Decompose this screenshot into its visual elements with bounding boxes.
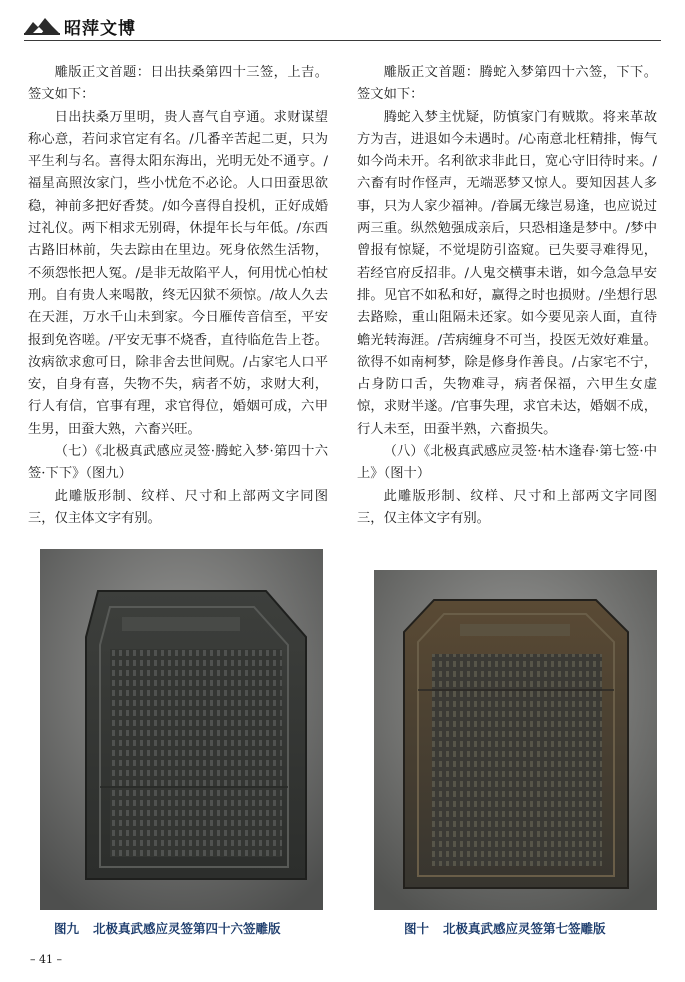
page-header	[24, 10, 661, 41]
paragraph: 雕版正文首题：腾蛇入梦第四十六签，下下。签文如下：	[357, 65, 657, 103]
figure-label: 图九	[54, 921, 80, 936]
figure-9-caption	[54, 919, 281, 937]
paragraph: 此雕版形制、纹样、尺寸和上部两文字同图三，仅主体文字有别。	[357, 488, 657, 526]
paragraph: （七）《北极真武感应灵签·腾蛇入梦·第四十六签·下下》（图九）	[28, 444, 328, 482]
page-number: – 41 –	[30, 953, 62, 966]
mountain-logo-icon	[24, 14, 60, 36]
figure-title: 北极真武感应灵签第七签雕版	[443, 921, 606, 936]
right-column	[357, 62, 657, 530]
figure-10-woodblock-photo	[374, 570, 657, 910]
figure-9-woodblock-photo	[40, 549, 323, 910]
left-column	[28, 62, 328, 530]
figure-label: 图十	[404, 921, 430, 936]
figure-title: 北极真武感应灵签第四十六签雕版	[93, 921, 281, 936]
brand-title: 昭萍文博	[64, 19, 136, 39]
paragraph: 雕版正文首题：日出扶桑第四十三签，上吉。签文如下：	[28, 65, 328, 103]
figure-10-caption	[404, 919, 606, 937]
paragraph: （八）《北极真武感应灵签·枯木逢春·第七签·中上》（图十）	[357, 444, 657, 482]
paragraph: 腾蛇入梦主忧疑，防慎家门有贼欺。将来革故方为吉，进退如今未遇时。/心南意北枉精排，悔气如今尚未开。名利欲求非此日，宽心守旧待时来。/六畜有时作怪声，无端恶梦又惊人。要知因甚人多事，只为人家少福神。/眷属无缘岂易逢，也应说过两三重。纵然勉强成亲后，只恐相逢是梦中。/梦中曾报有惊疑，不觉堤防引盗窥。已失要寻难得见，若经官府反招非。/人鬼交横事未谐，如今急急早安排。见官不如私和好，赢得之时也损财。/坐想行思去路赊，重山阻隔未还家。如今要见亲人面，直待蟾光转海涯。/苦病缠身不可当，投医无效好难量。欲得不如南柯梦，除是修身作善良。/占家宅不宁，占身防口舌，失物难寻，病者保福，六甲生女虚惊，求财半遂。/官事失理，求官未达，婚姻不成，行人未至，田蚕半熟，六畜损失。	[357, 109, 657, 437]
paragraph: 日出扶桑万里明，贵人喜气自亨通。求财谋望称心意，若问求官定有名。/几番辛苦起二更，只为平生利与名。喜得太阳东海出，光明无处不通亨。/福星高照汝家门，些小忧危不必论。人口田蚕思欲稳，神前多把好香焚。/如今喜得自投机，正好成婚过礼仪。两下相求无别碍，休提年长与年低。/东西古路旧林前，失去踪由在里边。死身依然生活物，不须怨怅把人冤。/是非无故陷平人，何用忧心怕杖刑。自有贵人来喝散，终无囚狱不须惊。/故人久去在天涯，万水千山未到家。今日雁传音信至，平安报到免咨嗟。/平安无事不烧香，直待临危告上苍。汝病欲求愈可日，除非舍去世间贶。/占家宅人口平安，自身有喜，失物不失，病者不妨，求财大利，行人有信，官事有理，求官得位，婚姻可成，六甲生男，田蚕大熟，六畜兴旺。	[28, 109, 328, 437]
paragraph: 此雕版形制、纹样、尺寸和上部两文字同图三，仅主体文字有别。	[28, 488, 328, 526]
